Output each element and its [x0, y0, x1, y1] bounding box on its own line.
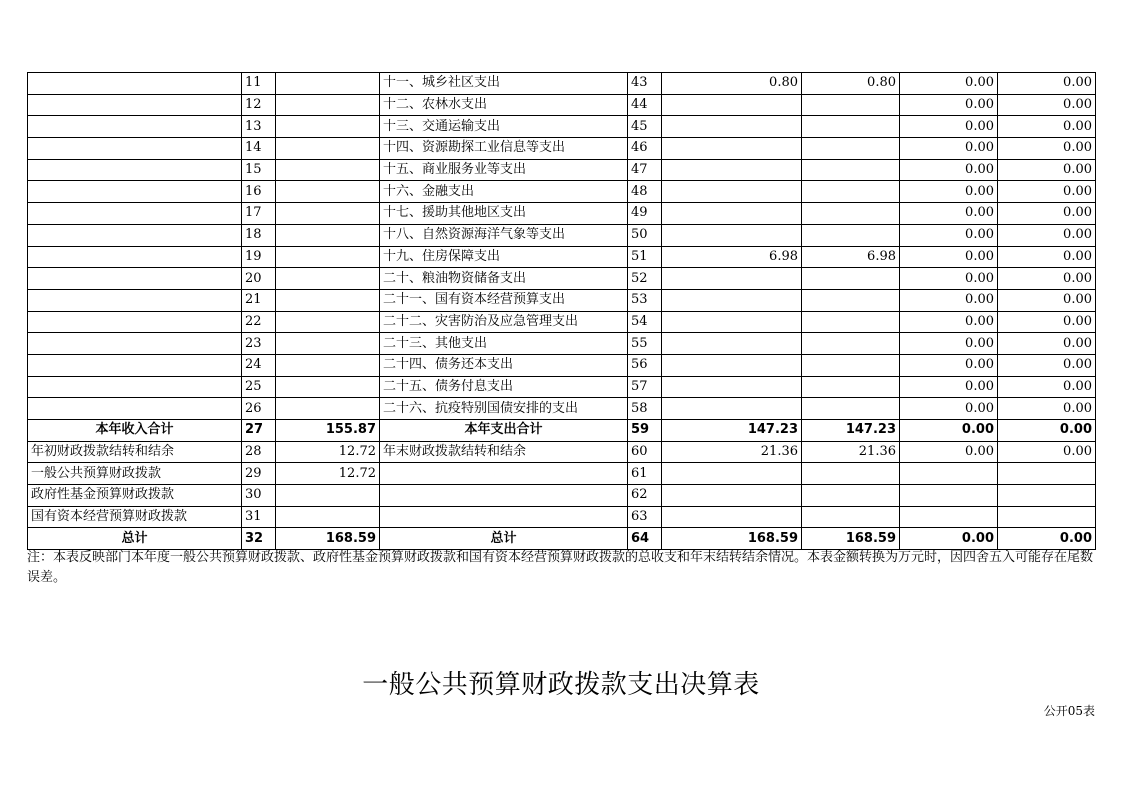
- income-line-number: 17: [242, 203, 276, 225]
- expense-state-capital: 0.00: [998, 289, 1096, 311]
- income-line-number: 26: [242, 398, 276, 420]
- expense-general-budget: [802, 333, 900, 355]
- expense-item-cell: 十三、交通运输支出: [380, 116, 628, 138]
- income-amount: [276, 485, 380, 507]
- income-item-cell: [28, 376, 242, 398]
- expense-line-number: 48: [628, 181, 662, 203]
- income-amount: [276, 116, 380, 138]
- income-item-cell: [28, 159, 242, 181]
- expense-state-capital: 0.00: [998, 376, 1096, 398]
- income-line-number: 14: [242, 138, 276, 160]
- expense-general-budget: [802, 224, 900, 246]
- income-item-cell: [28, 73, 242, 95]
- expense-state-capital: 0.00: [998, 159, 1096, 181]
- expense-state-capital: 0.00: [998, 224, 1096, 246]
- income-line-number: 22: [242, 311, 276, 333]
- income-item-cell: [28, 354, 242, 376]
- expense-total: 21.36: [662, 441, 802, 463]
- income-amount: [276, 311, 380, 333]
- income-amount: [276, 333, 380, 355]
- expense-line-number: 62: [628, 485, 662, 507]
- expense-gov-fund: 0.00: [900, 203, 998, 225]
- income-amount: [276, 376, 380, 398]
- income-item-cell: [28, 333, 242, 355]
- income-line-number: 30: [242, 485, 276, 507]
- expense-general-budget: [802, 311, 900, 333]
- income-amount: [276, 224, 380, 246]
- expense-gov-fund: 0.00: [900, 181, 998, 203]
- expense-gov-fund: [900, 485, 998, 507]
- expense-state-capital: 0.00: [998, 311, 1096, 333]
- table-note: 注：本表反映部门本年度一般公共预算财政拨款、政府性基金预算财政拨款和国有资本经营预算财政拨款的总收支和年末结转结余情况。本表金额转换为万元时，因四舍五入可能存在尾数误差。: [27, 550, 1094, 585]
- expense-general-budget: [802, 94, 900, 116]
- income-amount: [276, 289, 380, 311]
- expense-gov-fund: 0.00: [900, 311, 998, 333]
- expense-line-number: 44: [628, 94, 662, 116]
- expense-gov-fund: 0.00: [900, 94, 998, 116]
- expense-gov-fund: 0.00: [900, 354, 998, 376]
- expense-general-budget: [802, 138, 900, 160]
- income-line-number: 28: [242, 441, 276, 463]
- income-amount: [276, 398, 380, 420]
- expense-gov-fund: 0.00: [900, 441, 998, 463]
- income-line-number: 24: [242, 354, 276, 376]
- income-amount: 168.59: [276, 528, 380, 550]
- expense-general-budget: [802, 398, 900, 420]
- expense-state-capital: 0.00: [998, 73, 1096, 95]
- expense-item-cell: [380, 485, 628, 507]
- expense-total: [662, 376, 802, 398]
- expense-item-cell: 十八、自然资源海洋气象等支出: [380, 224, 628, 246]
- expense-line-number: 64: [628, 528, 662, 550]
- income-line-number: 18: [242, 224, 276, 246]
- expense-item-cell: 总计: [380, 528, 628, 550]
- expense-gov-fund: 0.00: [900, 398, 998, 420]
- expense-state-capital: 0.00: [998, 333, 1096, 355]
- expense-line-number: 60: [628, 441, 662, 463]
- expense-total: [662, 181, 802, 203]
- income-amount: 12.72: [276, 463, 380, 485]
- expense-item-cell: 二十、粮油物资储备支出: [380, 268, 628, 290]
- income-item-cell: [28, 311, 242, 333]
- expense-gov-fund: 0.00: [900, 159, 998, 181]
- expense-general-budget: [802, 485, 900, 507]
- income-amount: [276, 181, 380, 203]
- income-line-number: 20: [242, 268, 276, 290]
- table-row: [28, 376, 1096, 398]
- expense-line-number: 50: [628, 224, 662, 246]
- expense-item-cell: 二十五、债务付息支出: [380, 376, 628, 398]
- expense-total: [662, 311, 802, 333]
- expense-line-number: 55: [628, 333, 662, 355]
- table-row: [28, 181, 1096, 203]
- table-row: [28, 116, 1096, 138]
- income-amount: 155.87: [276, 420, 380, 442]
- income-line-number: 15: [242, 159, 276, 181]
- income-item-cell: [28, 94, 242, 116]
- income-line-number: 21: [242, 289, 276, 311]
- expense-state-capital: [998, 506, 1096, 528]
- expense-total: [662, 224, 802, 246]
- expense-total: 168.59: [662, 528, 802, 550]
- expense-gov-fund: 0.00: [900, 138, 998, 160]
- expense-general-budget: [802, 159, 900, 181]
- expense-item-cell: 年末财政拨款结转和结余: [380, 441, 628, 463]
- expense-total: [662, 138, 802, 160]
- income-line-number: 29: [242, 463, 276, 485]
- table-row: [28, 354, 1096, 376]
- expense-total: 6.98: [662, 246, 802, 268]
- income-line-number: 31: [242, 506, 276, 528]
- expense-gov-fund: 0.00: [900, 224, 998, 246]
- income-line-number: 11: [242, 73, 276, 95]
- expense-item-cell: [380, 506, 628, 528]
- income-line-number: 25: [242, 376, 276, 398]
- expense-line-number: 45: [628, 116, 662, 138]
- income-line-number: 19: [242, 246, 276, 268]
- expense-item-cell: 十二、农林水支出: [380, 94, 628, 116]
- table-row: [28, 246, 1096, 268]
- expense-general-budget: [802, 289, 900, 311]
- expense-total: 147.23: [662, 420, 802, 442]
- expense-gov-fund: 0.00: [900, 333, 998, 355]
- income-item-cell: [28, 138, 242, 160]
- table-row: [28, 73, 1096, 95]
- expense-total: [662, 289, 802, 311]
- expense-line-number: 59: [628, 420, 662, 442]
- expense-item-cell: 二十六、抗疫特别国债安排的支出: [380, 398, 628, 420]
- expense-general-budget: 168.59: [802, 528, 900, 550]
- form-code: 公开05表: [1043, 704, 1095, 718]
- income-item-cell: [28, 181, 242, 203]
- expense-state-capital: 0.00: [998, 354, 1096, 376]
- expense-general-budget: [802, 354, 900, 376]
- table-row: [28, 528, 1096, 550]
- expense-line-number: 61: [628, 463, 662, 485]
- income-item-cell: [28, 116, 242, 138]
- table-row: [28, 441, 1096, 463]
- expense-state-capital: 0.00: [998, 246, 1096, 268]
- expense-line-number: 49: [628, 203, 662, 225]
- expense-state-capital: [998, 463, 1096, 485]
- expense-gov-fund: 0.00: [900, 376, 998, 398]
- expense-total: [662, 506, 802, 528]
- income-item-cell: 一般公共预算财政拨款: [28, 463, 242, 485]
- table-row: [28, 138, 1096, 160]
- income-amount: [276, 354, 380, 376]
- expense-total: 0.80: [662, 73, 802, 95]
- income-amount: [276, 138, 380, 160]
- income-amount: [276, 94, 380, 116]
- expense-state-capital: 0.00: [998, 203, 1096, 225]
- expense-general-budget: [802, 116, 900, 138]
- income-item-cell: 本年收入合计: [28, 420, 242, 442]
- expense-line-number: 53: [628, 289, 662, 311]
- expense-item-cell: [380, 463, 628, 485]
- expense-total: [662, 485, 802, 507]
- expense-state-capital: 0.00: [998, 94, 1096, 116]
- expense-item-cell: 二十二、灾害防治及应急管理支出: [380, 311, 628, 333]
- table-row: [28, 94, 1096, 116]
- fiscal-table: [27, 72, 1096, 550]
- expense-gov-fund: 0.00: [900, 246, 998, 268]
- expense-state-capital: [998, 485, 1096, 507]
- expense-item-cell: 十九、住房保障支出: [380, 246, 628, 268]
- expense-state-capital: 0.00: [998, 181, 1096, 203]
- expense-general-budget: [802, 506, 900, 528]
- expense-general-budget: [802, 463, 900, 485]
- expense-general-budget: 21.36: [802, 441, 900, 463]
- expense-general-budget: 6.98: [802, 246, 900, 268]
- expense-total: [662, 333, 802, 355]
- expense-item-cell: 十一、城乡社区支出: [380, 73, 628, 95]
- table-row: [28, 463, 1096, 485]
- expense-gov-fund: 0.00: [900, 73, 998, 95]
- income-line-number: 27: [242, 420, 276, 442]
- expense-gov-fund: [900, 506, 998, 528]
- expense-item-cell: 十四、资源勘探工业信息等支出: [380, 138, 628, 160]
- income-item-cell: [28, 268, 242, 290]
- expense-general-budget: [802, 376, 900, 398]
- next-table-title: 一般公共预算财政拨款支出决算表: [362, 670, 760, 700]
- expense-line-number: 57: [628, 376, 662, 398]
- table-row: [28, 224, 1096, 246]
- expense-gov-fund: 0.00: [900, 289, 998, 311]
- expense-general-budget: [802, 203, 900, 225]
- expense-gov-fund: 0.00: [900, 116, 998, 138]
- expense-total: [662, 398, 802, 420]
- table-row: [28, 485, 1096, 507]
- table-row: [28, 420, 1096, 442]
- income-amount: [276, 73, 380, 95]
- expense-line-number: 47: [628, 159, 662, 181]
- expense-general-budget: [802, 268, 900, 290]
- income-item-cell: 总计: [28, 528, 242, 550]
- income-line-number: 16: [242, 181, 276, 203]
- table-row: [28, 333, 1096, 355]
- expense-state-capital: 0.00: [998, 441, 1096, 463]
- income-item-cell: 政府性基金预算财政拨款: [28, 485, 242, 507]
- table-row: [28, 398, 1096, 420]
- income-amount: [276, 268, 380, 290]
- income-item-cell: [28, 203, 242, 225]
- expense-gov-fund: 0.00: [900, 268, 998, 290]
- income-line-number: 23: [242, 333, 276, 355]
- income-amount: [276, 159, 380, 181]
- expense-item-cell: 十六、金融支出: [380, 181, 628, 203]
- expense-state-capital: 0.00: [998, 528, 1096, 550]
- expense-total: [662, 203, 802, 225]
- expense-item-cell: 本年支出合计: [380, 420, 628, 442]
- income-item-cell: [28, 224, 242, 246]
- expense-total: [662, 94, 802, 116]
- expense-general-budget: [802, 181, 900, 203]
- income-item-cell: [28, 289, 242, 311]
- expense-gov-fund: 0.00: [900, 420, 998, 442]
- expense-line-number: 58: [628, 398, 662, 420]
- table-row: [28, 268, 1096, 290]
- income-amount: [276, 506, 380, 528]
- income-item-cell: 年初财政拨款结转和结余: [28, 441, 242, 463]
- table-row: [28, 159, 1096, 181]
- expense-item-cell: 二十三、其他支出: [380, 333, 628, 355]
- expense-line-number: 43: [628, 73, 662, 95]
- income-item-cell: [28, 398, 242, 420]
- table-row: [28, 506, 1096, 528]
- expense-state-capital: 0.00: [998, 420, 1096, 442]
- expense-item-cell: 二十四、债务还本支出: [380, 354, 628, 376]
- expense-item-cell: 十五、商业服务业等支出: [380, 159, 628, 181]
- expense-line-number: 46: [628, 138, 662, 160]
- expense-total: [662, 159, 802, 181]
- expense-state-capital: 0.00: [998, 138, 1096, 160]
- expense-total: [662, 116, 802, 138]
- expense-total: [662, 463, 802, 485]
- expense-general-budget: 0.80: [802, 73, 900, 95]
- expense-state-capital: 0.00: [998, 268, 1096, 290]
- income-line-number: 12: [242, 94, 276, 116]
- expense-line-number: 56: [628, 354, 662, 376]
- income-item-cell: [28, 246, 242, 268]
- expense-item-cell: 十七、援助其他地区支出: [380, 203, 628, 225]
- income-line-number: 32: [242, 528, 276, 550]
- table-row: [28, 203, 1096, 225]
- expense-general-budget: 147.23: [802, 420, 900, 442]
- expense-line-number: 51: [628, 246, 662, 268]
- income-line-number: 13: [242, 116, 276, 138]
- expense-state-capital: 0.00: [998, 116, 1096, 138]
- income-item-cell: 国有资本经营预算财政拨款: [28, 506, 242, 528]
- table-row: [28, 289, 1096, 311]
- expense-state-capital: 0.00: [998, 398, 1096, 420]
- expense-item-cell: 二十一、国有资本经营预算支出: [380, 289, 628, 311]
- expense-total: [662, 268, 802, 290]
- expense-line-number: 63: [628, 506, 662, 528]
- income-amount: 12.72: [276, 441, 380, 463]
- expense-total: [662, 354, 802, 376]
- income-amount: [276, 203, 380, 225]
- expense-gov-fund: [900, 463, 998, 485]
- expense-line-number: 54: [628, 311, 662, 333]
- income-amount: [276, 246, 380, 268]
- expense-gov-fund: 0.00: [900, 528, 998, 550]
- table-row: [28, 311, 1096, 333]
- expense-line-number: 52: [628, 268, 662, 290]
